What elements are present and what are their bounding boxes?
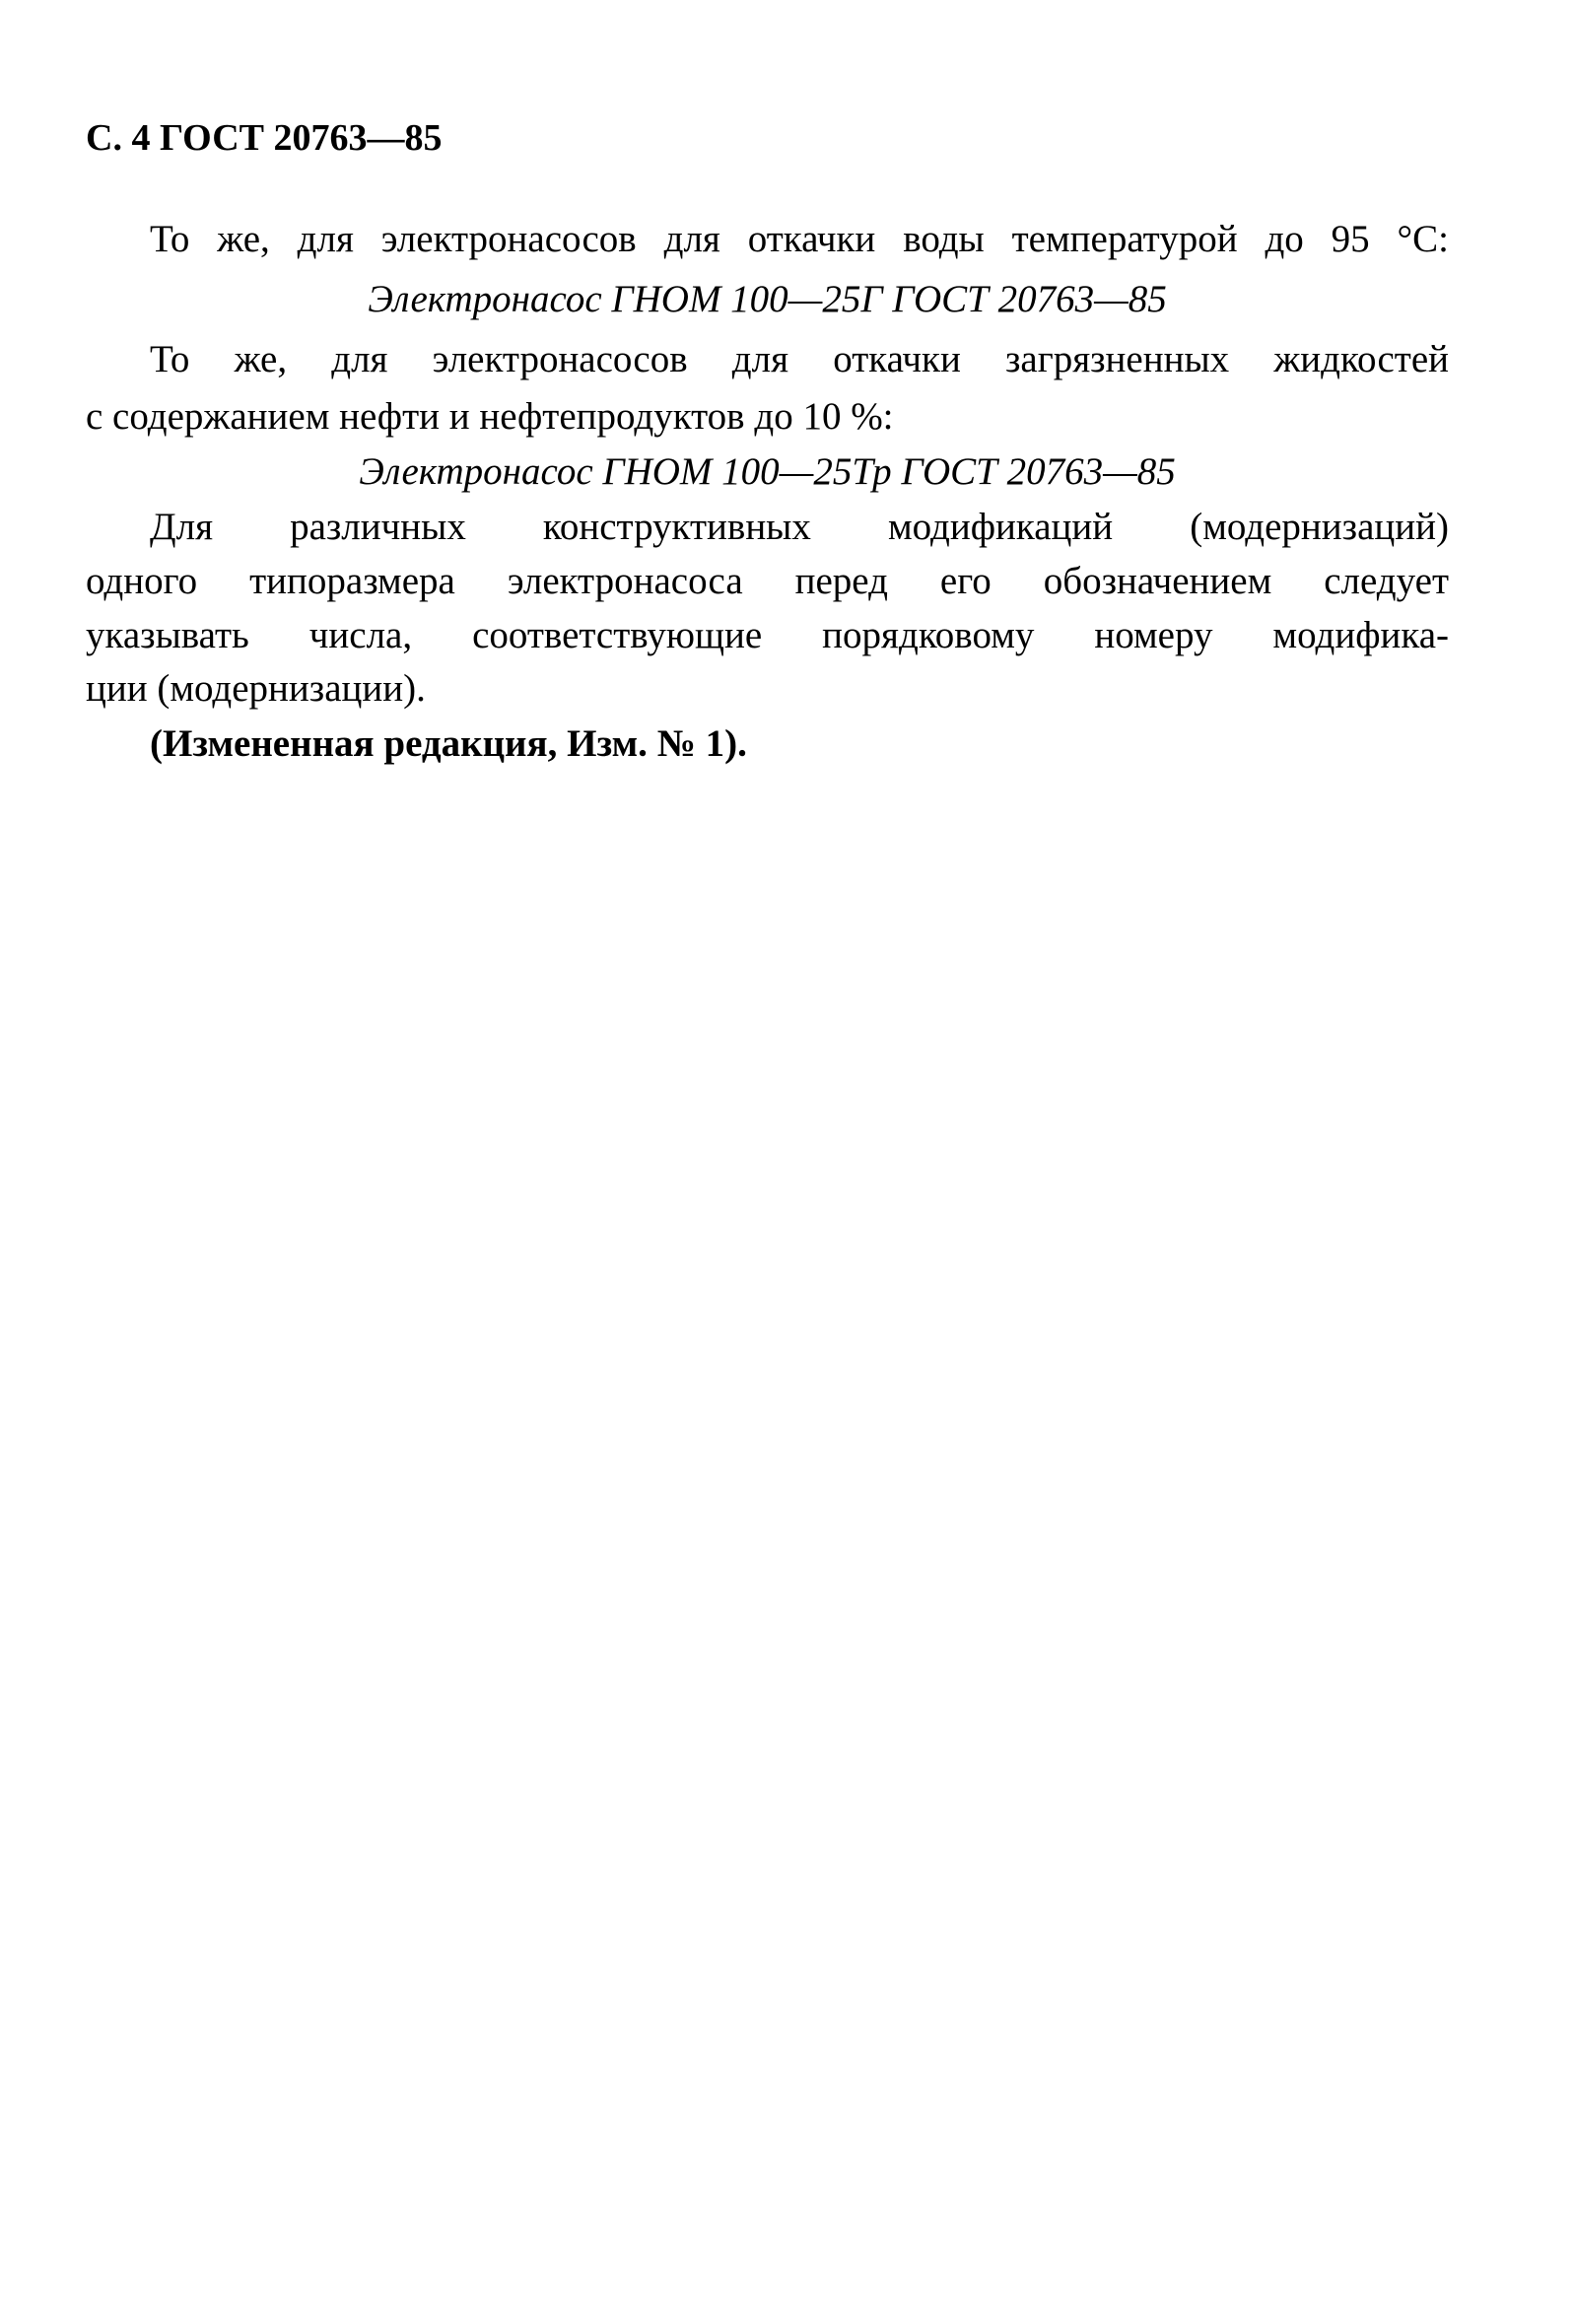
paragraph-line: указывать числа, соответствующие порядковому номеру модифика- (86, 614, 1449, 656)
amendment-note: (Измененная редакция, Изм. № 1). (150, 722, 747, 765)
designation-example: Электронасос ГНОМ 100—25Тр ГОСТ 20763—85 (359, 450, 1176, 493)
page-header: С. 4 ГОСТ 20763—85 (86, 117, 443, 159)
designation-example: Электронасос ГНОМ 100—25Г ГОСТ 20763—85 (368, 278, 1167, 320)
paragraph-line: Для различных конструктивных модификаций (модернизаций) (150, 506, 1449, 548)
paragraph-line: ции (модернизации). (86, 667, 426, 710)
paragraph-line: То же, для электронасосов для откачки загрязненных жидкостей (150, 338, 1449, 380)
paragraph-line: одного типоразмера электронасоса перед его обозначением следует (86, 560, 1449, 602)
paragraph-line: То же, для электронасосов для откачки воды температурой до 95 °С: (150, 218, 1449, 260)
paragraph-line: с содержанием нефти и нефтепродуктов до 10 %: (86, 395, 894, 438)
